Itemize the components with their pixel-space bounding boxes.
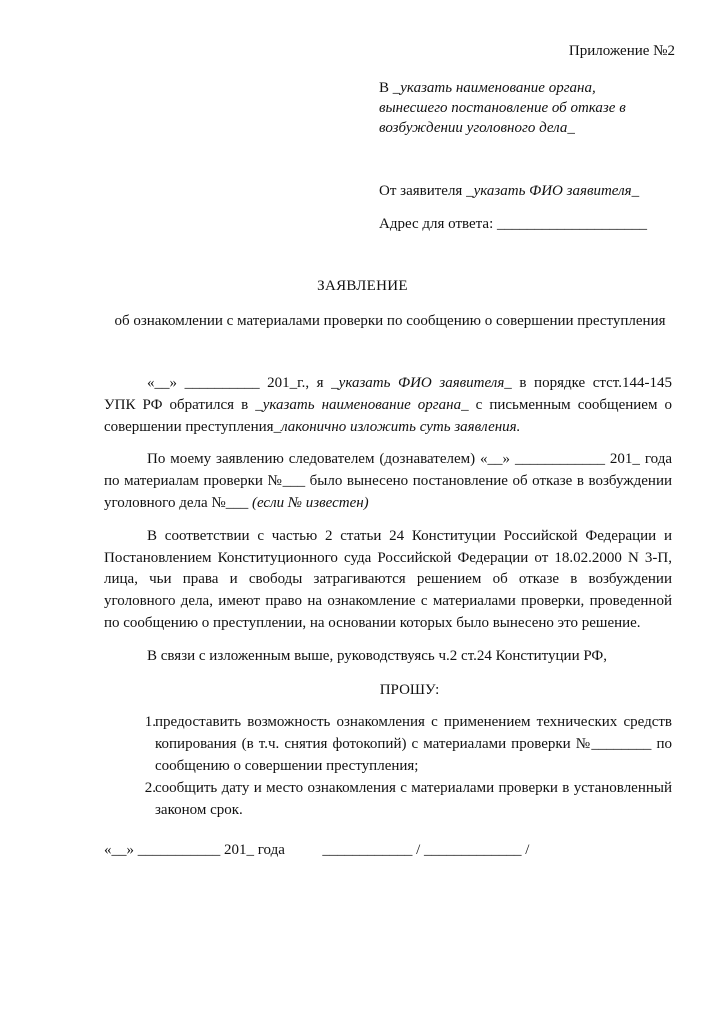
applicant-prefix: От заявителя — [379, 183, 467, 199]
addressee-line-2: вынесшего постановление об отказе в — [379, 100, 626, 116]
p2-text: По моему заявлению следователем (дознавателем) «__» ____________ 201_ года по материалам проверки №___ было вынесено постановление об отказе в возбуждении уголовного дела №___ — [104, 451, 672, 511]
request-list — [104, 712, 672, 821]
p1-summary-placeholder: _лаконично изложить суть заявления. — [273, 418, 521, 435]
list-item-text: предоставить возможность ознакомления с применением технических средств копирования (в т.ч. снятия фотокопий) с материалами проверки №________ по сообщению о совершении преступления; — [155, 714, 672, 774]
list-item-number: 1. — [144, 714, 156, 731]
addressee-line-3: возбуждении уголовного дела_ — [379, 120, 575, 136]
signature-line — [104, 840, 529, 860]
applicant-placeholder: _указать ФИО заявителя_ — [466, 183, 640, 199]
request-heading: ПРОШУ: — [379, 681, 440, 698]
appendix-label: Приложение №2 — [568, 43, 675, 59]
document-subtitle: об ознакомлении с материалами проверки по сообщению о совершении преступления — [114, 313, 666, 329]
document-title: ЗАЯВЛЕНИЕ — [317, 278, 408, 294]
date-field: «__» ___________ 201_ года — [104, 842, 285, 858]
p2-note: (если № известен) — [251, 494, 369, 511]
addressee-line-1 — [379, 78, 679, 98]
list-item-text: сообщить дату и место ознакомления с материалами проверки в установленный законом срок. — [155, 779, 672, 818]
addressee-prefix: В — [379, 80, 393, 96]
reply-address-line: Адрес для ответа: ____________________ — [379, 216, 647, 232]
p1-text-a: «__» __________ 201_г., я — [147, 375, 332, 391]
document-body — [104, 373, 672, 821]
paragraph-3: В соответствии с частью 2 статьи 24 Конституции Российской Федерации и Постановлением Конституционного суда Российской Федерации от 18.02.2000 N 3-П, лица, чьи права и свободы затрагиваются решением об отказе в возбуждении уголовного дела, имеют право на ознакомление с материалами проверки, проведенной по сообщению о преступлении, на основании которых было вынесено это решение. — [104, 527, 672, 631]
paragraph-1 — [104, 373, 672, 438]
list-item — [104, 712, 672, 777]
paragraph-2 — [104, 449, 672, 514]
p1-text-c: в порядке стст.144-145 УПК РФ обратился в — [104, 375, 672, 413]
signature-field: ____________ / _____________ / — [322, 842, 530, 858]
addressee-placeholder-1: _указать наименование органа, — [392, 80, 596, 96]
applicant-line — [379, 181, 639, 201]
p1-applicant-placeholder: _указать ФИО заявителя_ — [331, 375, 512, 391]
paragraph-4: В связи с изложенным выше, руководствуясь ч.2 ст.24 Конституции РФ, — [147, 647, 608, 664]
p1-organ-placeholder: _указать наименование органа_ — [255, 396, 469, 413]
list-item — [104, 778, 672, 822]
p1-text-e: с письменным сообщением о совершении преступления — [104, 396, 672, 435]
addressee-block — [379, 78, 679, 138]
list-item-number: 2. — [144, 779, 156, 796]
